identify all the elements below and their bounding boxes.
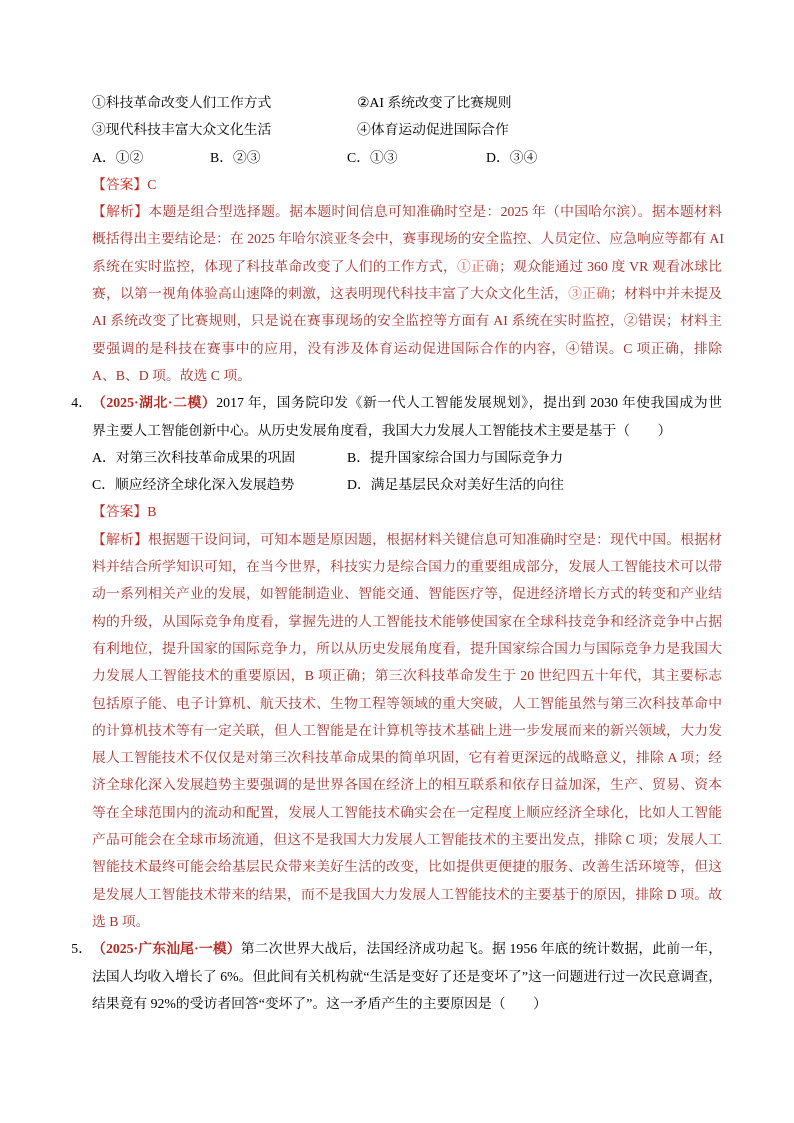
question-stem-text: 第二次世界大战后，法国经济成功起飞。据 1956 年底的统计数据，此前一年， xyxy=(240,941,722,957)
analysis-line xyxy=(92,744,722,771)
statement-item: ④体育运动促进国际合作 xyxy=(357,122,509,138)
question-stem-line xyxy=(92,417,722,444)
analysis-text: 系统在实时监控，体现了科技革命改变了人们的工作方式， xyxy=(92,258,458,274)
analysis-text: 力发展人工智能技术的重要原因，B 项正确；第三次科技革命发生于 20 世纪四五十年代，其主要标志 xyxy=(92,668,722,684)
question-stem-line xyxy=(71,389,722,416)
choice-option: A．对第三次科技革命成果的巩固 xyxy=(92,449,296,465)
analysis-line xyxy=(92,881,722,908)
analysis-text: 展人工智能技术不仅仅是对第三次科技革命成果的简单巩固，它有着更深远的战略意义，排除 A 项；经 xyxy=(92,750,722,766)
choice-option: A．①② xyxy=(92,149,144,165)
question-stem-line xyxy=(71,935,722,962)
choice-option: D．满足基层民众对美好生活的向往 xyxy=(347,477,564,493)
choice-row xyxy=(92,444,722,471)
question-number: 4． xyxy=(71,395,92,411)
answer-line xyxy=(92,171,722,198)
statement-item: ①科技革命改变人们工作方式 xyxy=(92,95,272,110)
analysis-line xyxy=(92,225,722,252)
analysis-text: 有利地位，提升国家的国际竞争力，所以从历史发展角度看，提升国家综合国力与国际竞争力是我国大 xyxy=(92,640,722,656)
document-page xyxy=(71,89,724,1017)
analysis-line xyxy=(92,253,722,280)
analysis-line xyxy=(92,799,722,826)
analysis-text: 包括原子能、电子计算机、航天技术、生物工程等领域的重大突破，人工智能虽然与第三次科技革命中 xyxy=(92,695,722,711)
analysis-text: 料并结合所学知识可知，在当今世界，科技实力是综合国力的重要组成部分，发展人工智能技术可以带 xyxy=(92,559,722,575)
analysis-line xyxy=(92,198,722,225)
question-stem-text: 法国人均收入增长了 6%。但此间有关机构就“生活是变好了还是变坏了”这一问题进行过一次民意调查， xyxy=(92,968,722,984)
answer-value: B xyxy=(147,504,157,520)
question-source: （2025·广东汕尾·一模） xyxy=(92,941,241,957)
analysis-text: 济全球化深入发展趋势主要强调的是世界各国在经济上的相互联系和依存日益加深，生产、贸易、资本 xyxy=(92,777,722,793)
analysis-line xyxy=(92,608,722,635)
analysis-text: 本题是组合型选择题。据本题时间信息可知准确时空是：2025 年（中国哈尔滨）。据本题材料 xyxy=(148,204,723,220)
analysis-text: 选 B 项。 xyxy=(92,913,150,929)
statement-row xyxy=(92,116,722,143)
analysis-line xyxy=(92,635,722,662)
choice-option: C．顺应经济全球化深入发展趋势 xyxy=(92,477,295,493)
statement-item: ③现代科技丰富大众文化生活 xyxy=(92,122,272,138)
analysis-text: 构的升级，从国际竞争角度看，掌握先进的人工智能技术能够使国家在全球科技竞争和经济竞争中占据 xyxy=(92,613,722,629)
analysis-verdict: ③正确 xyxy=(568,286,611,302)
question-stem-line xyxy=(92,990,722,1017)
analysis-text: ；观众能通过 360 度 VR 观看冰球比 xyxy=(499,258,722,274)
analysis-line xyxy=(92,717,722,744)
choice-option: D．③④ xyxy=(486,149,538,165)
analysis-line xyxy=(92,580,722,607)
analysis-text: ；材料中并未提及 xyxy=(610,286,723,302)
question-stem-text: 2017 年，国务院印发《新一代人工智能发展规划》，提出到 2030 年使我国成为世 xyxy=(216,395,722,411)
statement-item: ②AI 系统改变了比赛规则 xyxy=(357,95,512,110)
analysis-line xyxy=(92,662,722,689)
choice-option: B．提升国家综合国力与国际竞争力 xyxy=(347,449,564,465)
analysis-line xyxy=(92,307,722,334)
analysis-text: 产品可能会在全球市场流通，但这不是我国大力发展人工智能技术的主要出发点，排除 C 项；发展人工 xyxy=(92,832,722,848)
question-stem-line xyxy=(92,963,722,990)
choice-option: B．②③ xyxy=(210,149,261,165)
analysis-text: AI 系统改变了比赛规则，只是说在赛事现场的安全监控等方面有 AI 系统在实时监控，②错误；材料主 xyxy=(92,313,722,329)
question-stem-text: 结果竟有 92%的受访者回答“变坏了”。这一矛盾产生的主要原因是（ ） xyxy=(92,995,547,1011)
choice-row xyxy=(92,144,722,171)
analysis-label: 【解析】 xyxy=(92,531,149,547)
analysis-line xyxy=(92,908,722,935)
analysis-line xyxy=(92,280,722,307)
analysis-line xyxy=(92,553,722,580)
analysis-text: 根据题干设问词，可知本题是原因题，根据材料关键信息可知准确时空是：现代中国。根据材 xyxy=(148,531,723,547)
answer-line xyxy=(92,498,722,525)
analysis-text: A、B、D 项。故选 C 项。 xyxy=(92,367,252,383)
question-source: （2025·湖北·二模） xyxy=(92,395,217,411)
analysis-label: 【解析】 xyxy=(92,204,149,220)
analysis-text: 赛，以第一视角体验高山速降的刺激，这表明现代科技丰富了大众文化生活， xyxy=(92,286,569,302)
analysis-text: 智能技术最终可能会给基层民众带来美好生活的改变，比如提供更便捷的服务、改善生活环境等，但这 xyxy=(92,859,722,875)
analysis-text: 的计算机技术等有一定关联，但人工智能是在计算机等技术基础上进一步发展而来的新兴领域，大力发 xyxy=(92,722,722,738)
analysis-line xyxy=(92,362,722,389)
choice-option: C．①③ xyxy=(347,149,398,165)
answer-label: 【答案】 xyxy=(92,176,148,192)
analysis-line xyxy=(92,853,722,880)
analysis-line xyxy=(92,771,722,798)
analysis-line xyxy=(92,826,722,853)
analysis-line xyxy=(92,526,722,553)
statement-row xyxy=(92,89,722,116)
analysis-verdict: ①正确 xyxy=(457,258,500,274)
question-number: 5． xyxy=(71,941,92,957)
analysis-text: 概括得出主要结论是：在 2025 年哈尔滨亚冬会中，赛事现场的安全监控、人员定位、应急响应等都有 AI xyxy=(92,231,724,247)
analysis-text: 动一系列相关产业的发展，如智能制造业、智能交通、智能医疗等，促进经济增长方式的转变和产业结 xyxy=(92,586,722,602)
analysis-line xyxy=(92,690,722,717)
choice-row xyxy=(92,471,722,498)
analysis-line xyxy=(92,335,722,362)
question-stem-text: 界主要人工智能创新中心。从历史发展角度看，我国大力发展人工智能技术主要是基于（ ） xyxy=(92,422,672,438)
analysis-text: 等在全球范围内的流动和配置，发展人工智能技术确实会在一定程度上顺应经济全球化，比如人工智能 xyxy=(92,804,722,820)
answer-value: C xyxy=(147,176,157,192)
answer-label: 【答案】 xyxy=(92,504,148,520)
analysis-text: 是发展人工智能技术带来的结果，而不是我国大力发展人工智能技术的主要基于的原因，排除 D 项。故 xyxy=(92,886,722,902)
analysis-text: 要强调的是科技在赛事中的应用，没有涉及体育运动促进国际合作的内容，④错误。C 项正确，排除 xyxy=(92,340,722,356)
